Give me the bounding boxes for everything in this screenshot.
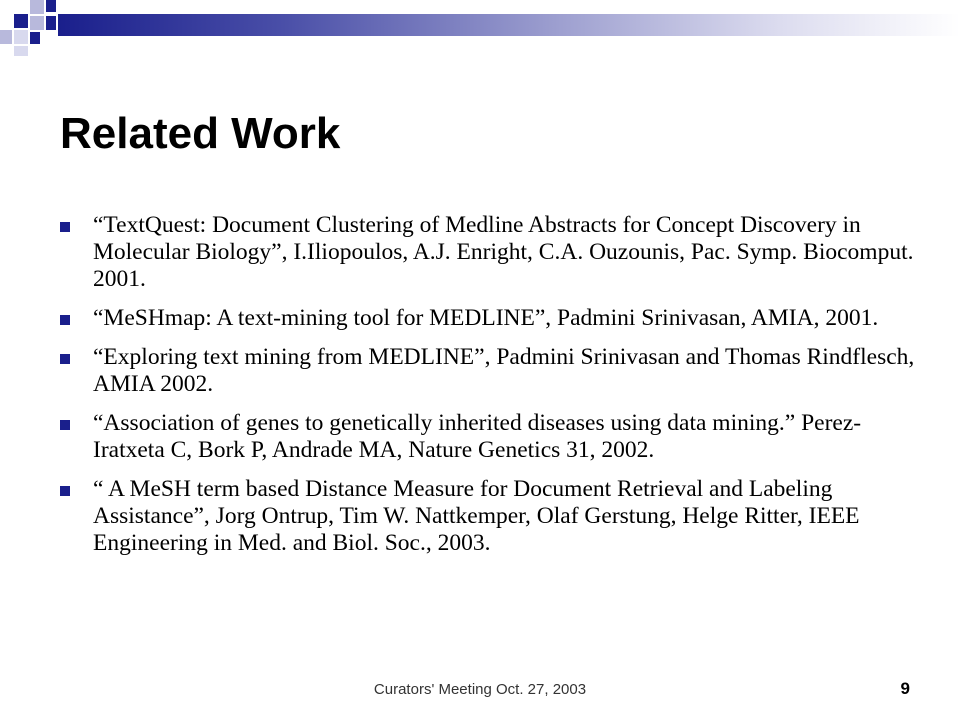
deco-square — [14, 14, 28, 28]
deco-square — [46, 16, 56, 30]
reference-item — [60, 410, 920, 464]
deco-square — [46, 0, 56, 12]
deco-square — [30, 16, 44, 30]
reference-item — [60, 344, 920, 398]
reference-text: “Association of genes to genetically inherited diseases using data mining.” Perez-Iratxeta C, Bork P, Andrade MA, Nature Genetics 31, 2002. — [93, 410, 862, 463]
deco-square — [0, 30, 12, 44]
page-number: 9 — [900, 679, 910, 698]
reference-item — [60, 305, 920, 332]
square-bullet-icon — [60, 354, 70, 364]
reference-list — [60, 212, 920, 569]
deco-square — [30, 0, 44, 14]
square-bullet-icon — [60, 315, 70, 325]
reference-text: “TextQuest: Document Clustering of Medline Abstracts for Concept Discovery in Molecular Biology”, I.Iliopoulos, A.J. Enright, C.A. Ouzounis, Pac. Symp. Biocomput. 2001. — [93, 212, 914, 292]
reference-text: “ A MeSH term based Distance Measure for Document Retrieval and Labeling Assistance”, Jorg Ontrup, Tim W. Nattkemper, Olaf Gerstung, Helge Ritter, IEEE Engineering in Med. and Biol. Soc., 2003. — [93, 476, 860, 556]
deco-square — [14, 30, 28, 44]
deco-square — [14, 46, 28, 56]
footer-text: Curators' Meeting Oct. 27, 2003 — [373, 681, 587, 698]
square-bullet-icon — [60, 420, 70, 430]
reference-text: “Exploring text mining from MEDLINE”, Padmini Srinivasan and Thomas Rindflesch, AMIA 2002. — [93, 344, 915, 397]
reference-text: “MeSHmap: A text-mining tool for MEDLINE”, Padmini Srinivasan, AMIA, 2001. — [93, 305, 879, 331]
header-gradient-bar — [58, 14, 960, 36]
square-bullet-icon — [60, 486, 70, 496]
reference-item — [60, 476, 920, 557]
deco-square — [30, 32, 40, 44]
reference-item — [60, 212, 920, 293]
square-bullet-icon — [60, 222, 70, 232]
slide-title: Related Work — [60, 109, 341, 158]
